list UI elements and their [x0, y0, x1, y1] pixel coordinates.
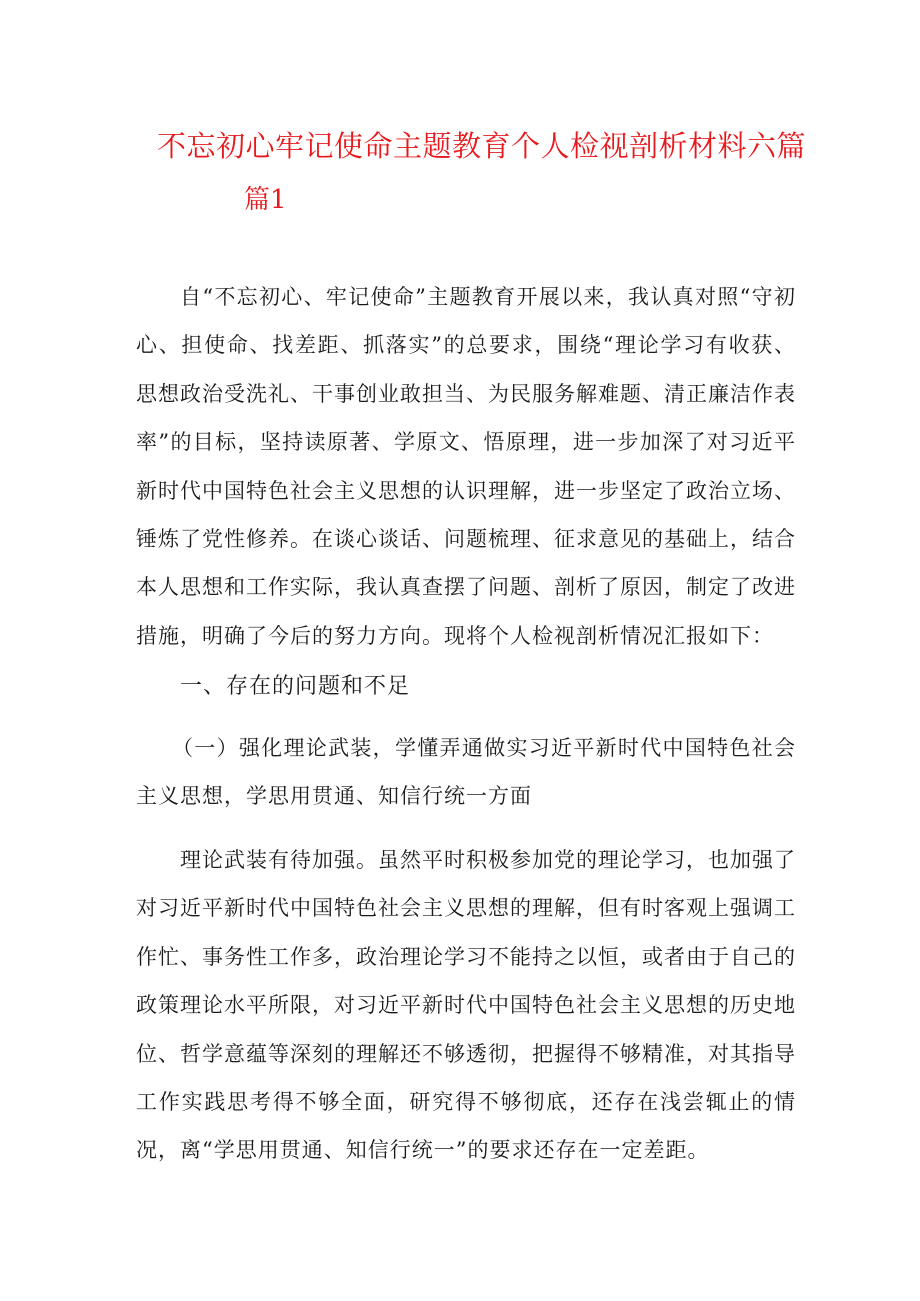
- body-paragraph: 理论武装有待加强。虽然平时积极参加党的理论学习，也加强了对习近平新时代中国特色社会主义思想的理解，但有时客观上强调工作忙、事务性工作多，政治理论学习不能持之以恒，或者由于自己的政策理论水平所限，对习近平新时代中国特色社会主义思想的历史地位、哲学意蕴等深刻的理解还不够透彻，把握得不够精准，对其指导工作实践思考得不够全面，研究得不够彻底，还存在浅尝辄止的情况，离“学思用贯通、知信行统一”的要求还存在一定差距。: [136, 848, 796, 1163]
- intro-paragraph: 自“不忘初心、牢记使命”主题教育开展以来，我认真对照“守初心、担使命、找差距、抓落实”的总要求，围绕“理论学习有收获、思想政治受洗礼、干事创业敢担当、为民服务解难题、清正廉洁作表率”的目标，坚持读原著、学原文、悟原理，进一步加深了对习近平新时代中国特色社会主义思想的认识理解，进一步坚定了政治立场、锤炼了党性修养。在谈心谈话、问题梳理、征求意见的基础上，结合本人思想和工作实际，我认真查摆了问题、剖析了原因，制定了改进措施，明确了今后的努力方向。现将个人检视剖析情况汇报如下：: [136, 285, 796, 648]
- section-heading: 一、存在的问题和不足: [180, 674, 411, 699]
- document-title: 不忘初心牢记使命主题教育个人检视剖析材料六篇: [157, 129, 807, 163]
- subsection-heading: （一）强化理论武装，学懂弄通做实习近平新时代中国特色社会主义思想，学思用贯通、知信行统一方面: [136, 736, 796, 808]
- chapter-label: 篇1: [244, 185, 287, 215]
